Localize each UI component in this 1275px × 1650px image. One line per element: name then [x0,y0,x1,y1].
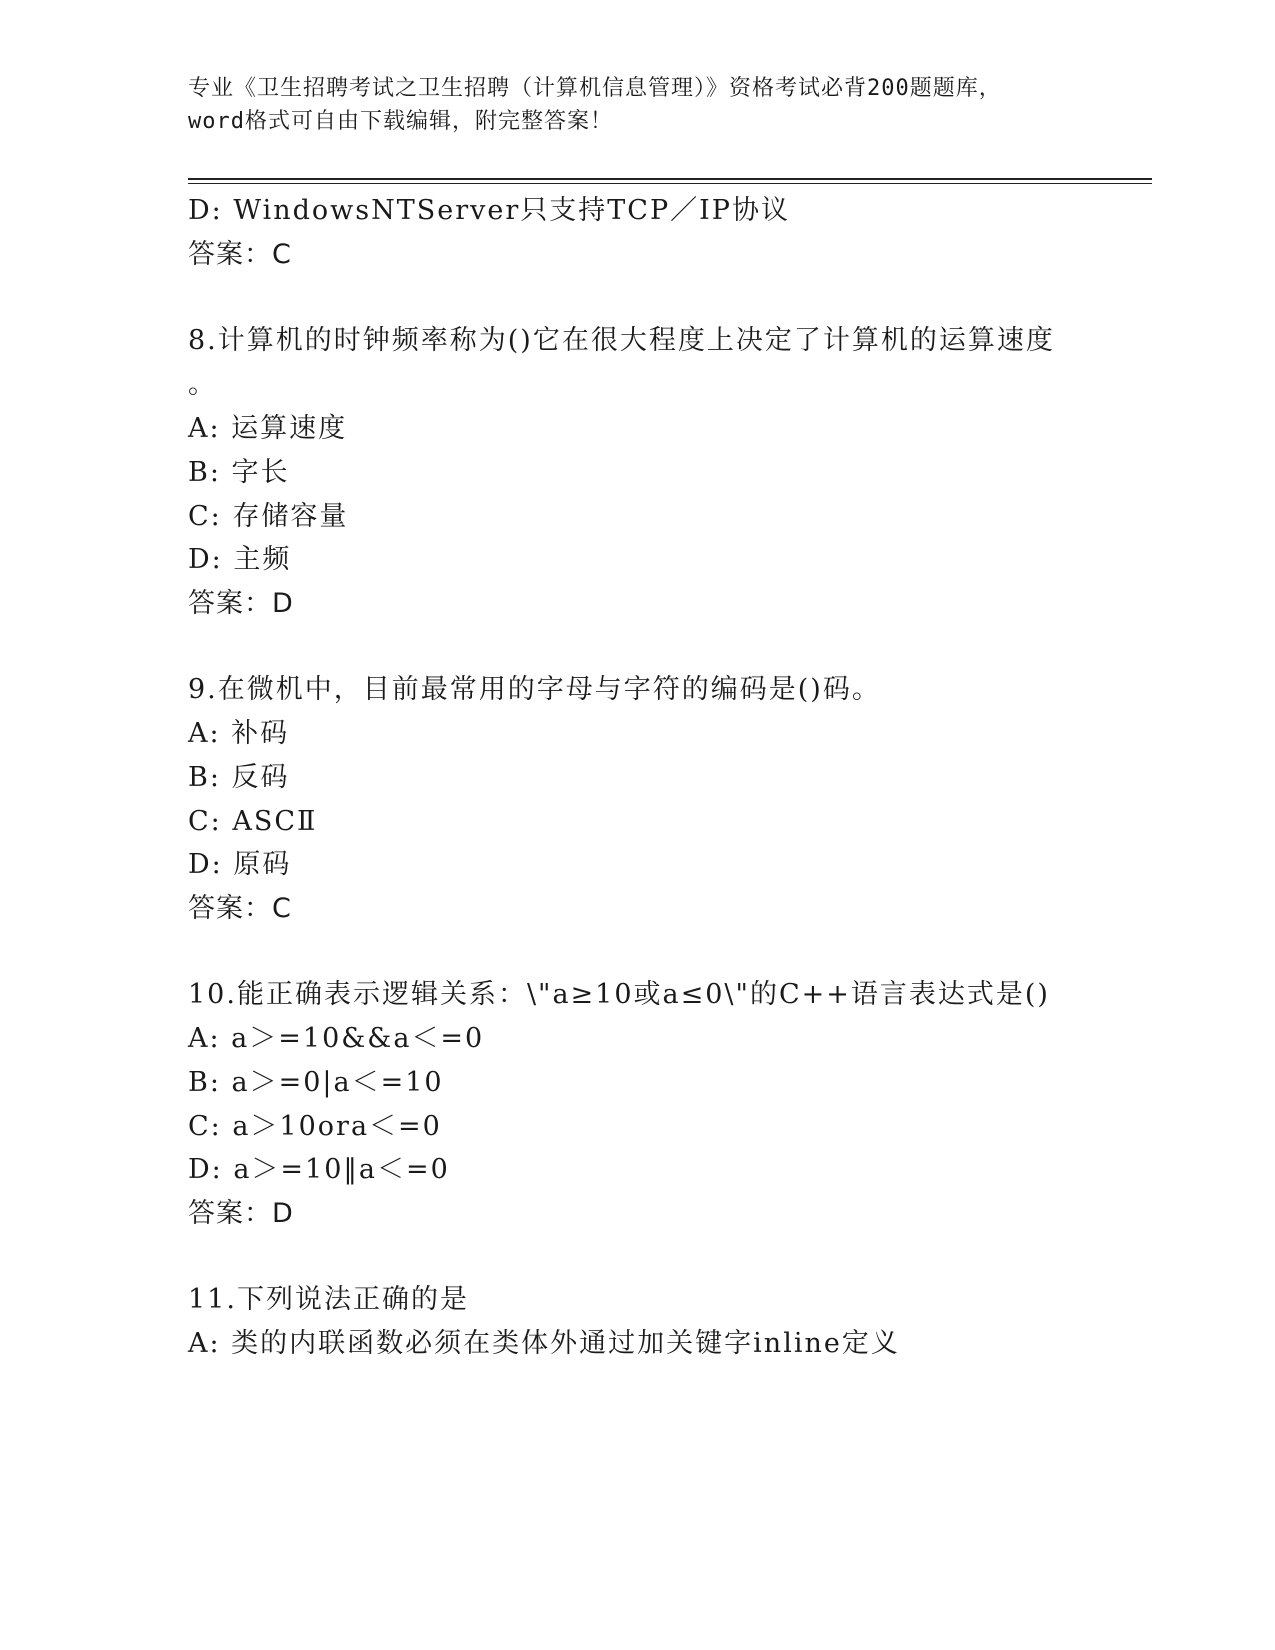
header-divider-thin [188,183,1152,184]
q8-option-a: A: 运算速度 [188,413,348,444]
q9-question-text: 9.在微机中，目前最常用的字母与字符的编码是()码。 [188,674,881,705]
q10-question-text: 10.能正确表示逻辑关系：\"a≥10或a≤0\"的C++语言表达式是() [188,979,1050,1010]
q10-answer: 答案：D [188,1198,294,1229]
q9-option-d: D: 原码 [188,849,292,880]
q10-option-d: D: a＞=10‖a＜=0 [188,1154,450,1185]
q9-answer: 答案：C [188,893,292,924]
q7-option-d: D: WindowsNTServer只支持TCP／IP协议 [188,195,790,226]
q8-option-d: D: 主频 [188,544,292,575]
q8-option-b: B: 字长 [188,457,290,488]
q9-option-b: B: 反码 [188,762,290,793]
q9-option-c: C: ASCⅡ [188,806,318,837]
q10-option-b: B: a＞=0|a＜=10 [188,1067,444,1098]
header-title-line-2: word格式可自由下载编辑，附完整答案！ [188,109,613,134]
q10-option-a: A: a＞=10&&a＜=0 [188,1023,485,1054]
q8-question-text: 8.计算机的时钟频率称为()它在很大程度上决定了计算机的运算速度 [188,325,1055,356]
q8-option-c: C: 存储容量 [188,501,349,532]
q7-answer: 答案：C [188,239,292,270]
header-title-line-1: 专业《卫生招聘考试之卫生招聘（计算机信息管理）》资格考试必背200题题库， [188,76,1002,101]
header-divider-thick [188,178,1152,180]
q10-option-c: C: a＞10ora＜=0 [188,1111,442,1142]
document-header [188,72,1088,138]
q8-answer: 答案：D [188,588,294,619]
q9-option-a: A: 补码 [188,718,290,749]
q11-option-a: A: 类的内联函数必须在类体外通过加关键字inline定义 [188,1328,900,1359]
q11-question-text: 11.下列说法正确的是 [188,1284,469,1315]
q8-question-text-continued: 。 [188,369,217,400]
